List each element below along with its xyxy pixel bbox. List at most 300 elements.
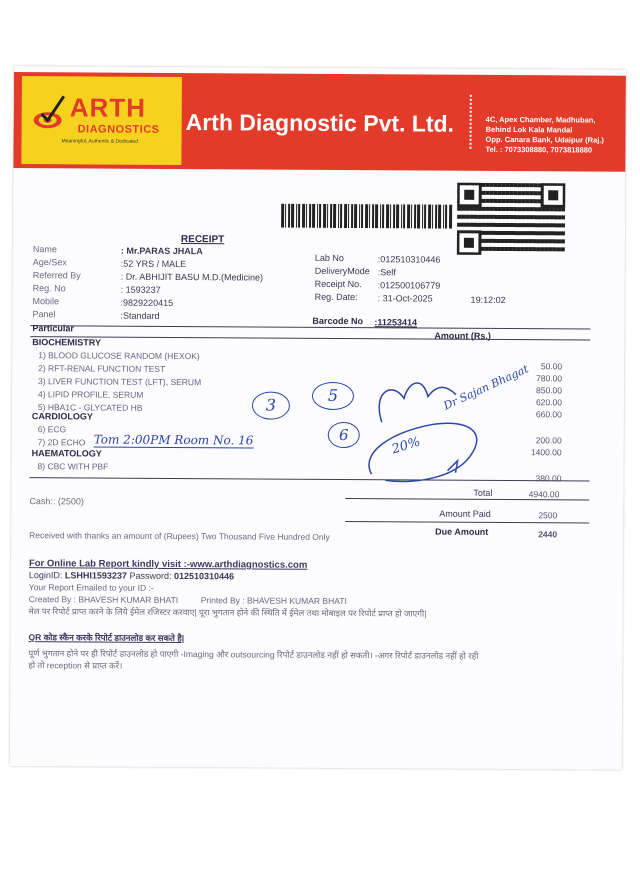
qr-module [457, 207, 461, 211]
barcode-bar [432, 205, 433, 229]
address-line: Opp. Canara Bank, Udaipur (Raj.) [485, 134, 604, 145]
qr-module [509, 191, 513, 195]
qr-finder-core [548, 190, 558, 200]
qr-module [485, 239, 489, 243]
divider [345, 521, 589, 523]
qr-module [517, 207, 521, 211]
qr-module [557, 215, 561, 219]
qr-module [521, 231, 525, 235]
qr-module [537, 183, 541, 187]
qr-module [513, 223, 517, 227]
qr-module [497, 191, 501, 195]
qr-module [461, 215, 465, 219]
qr-module [541, 207, 545, 211]
qr-module [549, 215, 553, 219]
qr-module [525, 247, 529, 251]
address-line: 4C, Apex Chamber, Madhuban, [485, 114, 596, 125]
divider [30, 325, 590, 329]
qr-module [549, 239, 553, 243]
qr-module [489, 199, 493, 203]
barcode-bar [403, 204, 405, 228]
barcode-bar [302, 204, 305, 228]
barcode-bar [401, 204, 402, 228]
qr-module [549, 231, 553, 235]
test-item: 2) RFT-RENAL FUNCTION TEST [38, 363, 166, 374]
qr-module [465, 223, 469, 227]
qr-module [521, 215, 525, 219]
test-item: 7) 2D ECHO [37, 437, 86, 448]
qr-module [485, 223, 489, 227]
qr-module [545, 231, 549, 235]
barcode-bar [291, 204, 294, 228]
qr-module [529, 183, 533, 187]
qr-module [481, 239, 485, 243]
barcode-bar [407, 204, 410, 228]
qr-module [497, 231, 501, 235]
qr-module [509, 215, 513, 219]
qr-module [561, 239, 565, 243]
printed-by: Printed By : BHAVESH KUMAR BHATI [200, 595, 347, 607]
barcode-bar [422, 204, 423, 228]
qr-module [509, 183, 513, 187]
qr-module [529, 223, 533, 227]
handwritten-number: 5 [312, 382, 354, 410]
barcode-label: Barcode No [312, 315, 363, 327]
barcode-value: :11253414 [374, 317, 418, 328]
barcode-bar [327, 204, 328, 228]
qr-module [553, 247, 557, 251]
qr-module [545, 247, 549, 251]
qr-module [517, 231, 521, 235]
handwritten-number: 3 [252, 391, 290, 419]
qr-module [561, 231, 565, 235]
qr-module [533, 183, 537, 187]
qr-module [557, 223, 561, 227]
qr-module [537, 215, 541, 219]
test-item: 8) CBC WITH PBF [37, 461, 109, 472]
amount-value: 200.00 [535, 435, 562, 446]
qr-module [533, 207, 537, 211]
qr-module [525, 215, 529, 219]
qr-module [497, 247, 501, 251]
qr-module [501, 183, 505, 187]
amount-paid-value: 2500 [538, 510, 558, 521]
qr-module [529, 247, 533, 251]
handwritten-scribble [351, 352, 492, 493]
qr-module [509, 247, 513, 251]
qr-module [501, 215, 505, 219]
barcode-bar [306, 204, 307, 228]
cash-line: Cash:: (2500) [29, 496, 84, 507]
qr-module [481, 247, 485, 251]
qr-module [481, 231, 485, 235]
qr-module [537, 247, 541, 251]
qr-module [505, 215, 509, 219]
qr-module [469, 223, 473, 227]
col-particular: Particular [32, 323, 74, 334]
qr-module [485, 183, 489, 187]
qr-module [533, 239, 537, 243]
qr-module [505, 247, 509, 251]
qr-module [481, 215, 485, 219]
barcode-bar [380, 204, 381, 228]
qr-finder-core [464, 238, 474, 248]
qr-module [469, 207, 473, 211]
qr-module [505, 239, 509, 243]
qr-module [541, 247, 545, 251]
logo-tagline: Meaningful, Authentic & Dedicated [61, 138, 139, 145]
qr-module [529, 231, 533, 235]
address-line: Tel. : 7073308880, 7073818880 [485, 144, 593, 155]
email-note-hindi: मेल पर रिपोर्ट प्राप्त करने के लिये ईमेल रजिस्टर करवाए| पूरा भुगतान होने की स्थिति में ईमेल तथा मोबाइल पर रिपोर्ट प्राप्त हो जाएगी| [28, 606, 427, 619]
qr-module [457, 215, 461, 219]
qr-module [489, 231, 493, 235]
regno-value: : 1593237 [120, 284, 161, 295]
barcode-bar [351, 204, 353, 228]
qr-module [553, 223, 557, 227]
qr-module [501, 223, 505, 227]
qr-module [493, 239, 497, 243]
barcode-image [281, 204, 453, 229]
qr-module [465, 215, 469, 219]
qr-module [509, 239, 513, 243]
total-value: 4940.00 [528, 489, 560, 500]
barcode-bar [312, 204, 315, 228]
qr-module [485, 191, 489, 195]
qr-module [553, 215, 557, 219]
qr-module [509, 207, 513, 211]
qr-module [481, 223, 485, 227]
target-logo-icon [32, 94, 68, 134]
qr-module [493, 223, 497, 227]
password-value: 012510310446 [173, 570, 235, 582]
agesex-label: Age/Sex [32, 257, 67, 268]
qr-module [529, 239, 533, 243]
name-value: : Mr.PARAS JHALA [120, 245, 203, 257]
qr-module [481, 183, 485, 187]
qr-module [525, 223, 529, 227]
barcode-bar [372, 204, 374, 228]
qr-module [505, 223, 509, 227]
barcode-bar [323, 204, 326, 228]
qr-module [525, 207, 529, 211]
qr-module [537, 191, 541, 195]
qr-module [493, 231, 497, 235]
qr-module [457, 223, 461, 227]
barcode-bar [344, 204, 347, 228]
barcode-bar [382, 204, 384, 228]
qr-module [517, 215, 521, 219]
qr-module [525, 191, 529, 195]
qr-module [493, 199, 497, 203]
amount-paid-label: Amount Paid [439, 508, 491, 519]
handwritten-doctor-note: Dr Sajan Bhagat [441, 362, 531, 413]
login-id: LSHHI1593237 [64, 570, 127, 581]
barcode-bar [319, 204, 321, 228]
barcode-bar [285, 204, 286, 228]
qr-module [557, 247, 561, 251]
labno-value: :012510310446 [377, 254, 441, 265]
reg-time: 19:12:02 [470, 294, 506, 306]
qr-module [505, 191, 509, 195]
qr-module [489, 183, 493, 187]
qr-module [501, 199, 505, 203]
qr-module [505, 199, 509, 203]
qr-module [537, 199, 541, 203]
qr-module [533, 191, 537, 195]
qr-module [505, 231, 509, 235]
qr-module [481, 199, 485, 203]
qr-module [517, 247, 521, 251]
login-line [29, 570, 234, 581]
qr-module [465, 207, 469, 211]
qr-module [501, 207, 505, 211]
divider [345, 498, 589, 500]
referred-label: Referred By [32, 270, 81, 281]
mobile-value: :9829220415 [120, 297, 174, 308]
qr-module [525, 183, 529, 187]
barcode-bar [340, 204, 342, 228]
qr-module [509, 223, 513, 227]
reception-note-hindi: हो तो reception से प्राप्त करें। [28, 660, 123, 671]
qr-module [533, 247, 537, 251]
handwritten-percent: 20% [390, 434, 423, 458]
qr-module [549, 207, 553, 211]
receiptno-label: Receipt No. [314, 278, 362, 290]
address-line: Behind Lok Kala Mandal [485, 124, 573, 135]
qr-module [545, 215, 549, 219]
barcode-bar [411, 204, 412, 228]
qr-module [529, 207, 533, 211]
barcode-bar [296, 204, 297, 228]
qr-module [553, 231, 557, 235]
created-by: Created By : BHAVESH KUMAR BHATI [28, 594, 179, 606]
qr-module [561, 223, 565, 227]
amount-value: 660.00 [535, 409, 562, 420]
qr-module [557, 239, 561, 243]
qr-module [525, 199, 529, 203]
amount-value: 50.00 [540, 361, 563, 372]
qr-module [485, 247, 489, 251]
qr-module [513, 215, 517, 219]
handwritten-echo-note: Tom 2:00PM Room No. 16 [93, 432, 254, 448]
qr-module [501, 247, 505, 251]
qr-module [497, 207, 501, 211]
qr-module [477, 223, 481, 227]
barcode-bar [438, 205, 441, 229]
qr-module [485, 199, 489, 203]
qr-module [493, 207, 497, 211]
agesex-value: :52 YRS / MALE [120, 258, 187, 270]
mobile-label: Mobile [32, 296, 60, 307]
divider [30, 336, 590, 340]
qr-module [513, 183, 517, 187]
receipt-title: RECEIPT [180, 234, 225, 246]
qr-module [537, 223, 541, 227]
barcode-bar [369, 204, 370, 228]
qr-module [501, 191, 505, 195]
qr-module [493, 183, 497, 187]
qr-module [545, 207, 549, 211]
test-item: 5) HBA1C - GLYCATED HB [37, 402, 143, 413]
logo [21, 76, 182, 165]
qr-module [473, 215, 477, 219]
qr-module [521, 207, 525, 211]
barcode-bar [330, 204, 332, 228]
test-item: 3) LIVER FUNCTION TEST (LFT), SERUM [38, 376, 202, 388]
qr-module [541, 215, 545, 219]
qr-module [537, 207, 541, 211]
barcode-bar [354, 204, 357, 228]
company-address [485, 115, 604, 156]
qr-module [517, 239, 521, 243]
due-amount-label: Due Amount [435, 526, 489, 537]
barcode-bar [393, 204, 395, 228]
qr-module [553, 239, 557, 243]
barcode-bar [281, 204, 284, 228]
qr-module [533, 223, 537, 227]
amount-value: 620.00 [535, 397, 562, 408]
qr-module [561, 247, 565, 251]
login-label: LoginID: [28, 570, 65, 581]
qr-module [509, 231, 513, 235]
qr-module [461, 223, 465, 227]
qr-module [525, 231, 529, 235]
col-amount: Amount (Rs.) [434, 330, 491, 341]
qr-module [493, 215, 497, 219]
qr-download-note: QR कोड स्कैन करके रिपोर्ट डाउनलोड कर सकते है| [28, 632, 185, 644]
regno-label: Reg. No [32, 283, 66, 294]
qr-code [457, 183, 565, 256]
qr-module [561, 207, 565, 211]
qr-module [521, 247, 525, 251]
total-label: Total [473, 487, 493, 498]
barcode-bar [396, 204, 399, 228]
referred-value: : Dr. ABHIJIT BASU M.D.(Medicine) [120, 271, 264, 283]
amount-value: 1400.00 [530, 447, 562, 458]
delivery-label: DeliveryMode [314, 265, 370, 277]
barcode-bar [445, 205, 447, 229]
barcode-bar [390, 204, 391, 228]
panel-value: :Standard [120, 310, 160, 321]
qr-module [513, 199, 517, 203]
barcode-bar [386, 204, 389, 228]
online-report-link[interactable]: For Online Lab Report kindly visit :-www.arthdiagnostics.com [28, 558, 308, 571]
barcode-bar [365, 204, 368, 228]
qr-module [469, 215, 473, 219]
company-name: Arth Diagnostic Pvt. Ltd. [185, 109, 455, 137]
qr-module [497, 239, 501, 243]
barcode-bar [348, 204, 349, 228]
qr-module [485, 207, 489, 211]
qr-module [553, 207, 557, 211]
qr-module [497, 199, 501, 203]
test-item: 6) ECG [37, 424, 67, 435]
barcode-bar [424, 205, 426, 229]
regdate-value: : 31-Oct-2025 [377, 293, 433, 304]
qr-module [489, 215, 493, 219]
qr-module [537, 231, 541, 235]
qr-module [521, 199, 525, 203]
test-item: 1) BLOOD GLUCOSE RANDOM (HEXOK) [38, 350, 200, 362]
qr-module [477, 207, 481, 211]
qr-module [497, 183, 501, 187]
qr-module [481, 207, 485, 211]
qr-module [489, 207, 493, 211]
barcode-bar [428, 205, 431, 229]
qr-module [513, 191, 517, 195]
qr-module [489, 223, 493, 227]
qr-module [489, 191, 493, 195]
qr-module [533, 215, 537, 219]
qr-module [541, 223, 545, 227]
barcode-bar [435, 205, 437, 229]
barcode-bar [317, 204, 318, 228]
qr-module [517, 191, 521, 195]
qr-module [489, 239, 493, 243]
panel-label: Panel [32, 309, 56, 320]
qr-module [541, 239, 545, 243]
qr-module [545, 239, 549, 243]
name-label: Name [32, 244, 57, 255]
qr-module [481, 191, 485, 195]
barcode-bar [443, 205, 444, 229]
received-text: Received with thanks an amount of (Rupees) Two Thousand Five Hundred Only [29, 530, 330, 542]
download-note-hindi: पूर्ण भुगतान होने पर ही रिपोर्ट डाउनलोड हो पाएगी -Imaging और outsourcing रिपोर्ट डाउनलोड नहीं हो सकती। -अगर रिपोर्ट डाउनलोड नहीं हो रही [28, 648, 479, 661]
qr-module [517, 223, 521, 227]
barcode-bar [449, 205, 452, 229]
qr-module [529, 215, 533, 219]
qr-module [505, 183, 509, 187]
qr-finder-core [464, 190, 474, 200]
header-divider [470, 95, 472, 149]
emailed-text: Your Report Emailed to your ID :- [28, 582, 154, 593]
qr-module [521, 191, 525, 195]
amount-value: 850.00 [535, 385, 563, 396]
due-amount-value: 2440 [538, 529, 558, 540]
qr-module [561, 215, 565, 219]
section-biochemistry: BIOCHEMISTRY [32, 337, 102, 348]
qr-module [489, 247, 493, 251]
qr-module [501, 231, 505, 235]
barcode-bar [361, 204, 363, 228]
labno-label: Lab No [314, 252, 344, 264]
qr-module [493, 247, 497, 251]
barcode-bar [333, 204, 336, 228]
qr-module [545, 223, 549, 227]
qr-module [501, 239, 505, 243]
amount-value: 380.00 [535, 473, 562, 484]
qr-module [493, 191, 497, 195]
qr-module [517, 183, 521, 187]
barcode-bar [288, 204, 290, 228]
qr-module [477, 215, 481, 219]
qr-module [557, 207, 561, 211]
qr-module [549, 223, 553, 227]
barcode-bar [414, 204, 416, 228]
test-item: 4) LIPID PROFILE, SERUM [37, 389, 144, 400]
barcode-bar [298, 204, 300, 228]
qr-module [529, 191, 533, 195]
qr-module [533, 199, 537, 203]
section-cardiology: CARDIOLOGY [31, 411, 93, 422]
barcode-bar [375, 204, 378, 228]
receiptno-value: :012500106779 [377, 280, 441, 291]
qr-module [497, 215, 501, 219]
qr-module [513, 247, 517, 251]
qr-module [485, 215, 489, 219]
qr-module [505, 207, 509, 211]
